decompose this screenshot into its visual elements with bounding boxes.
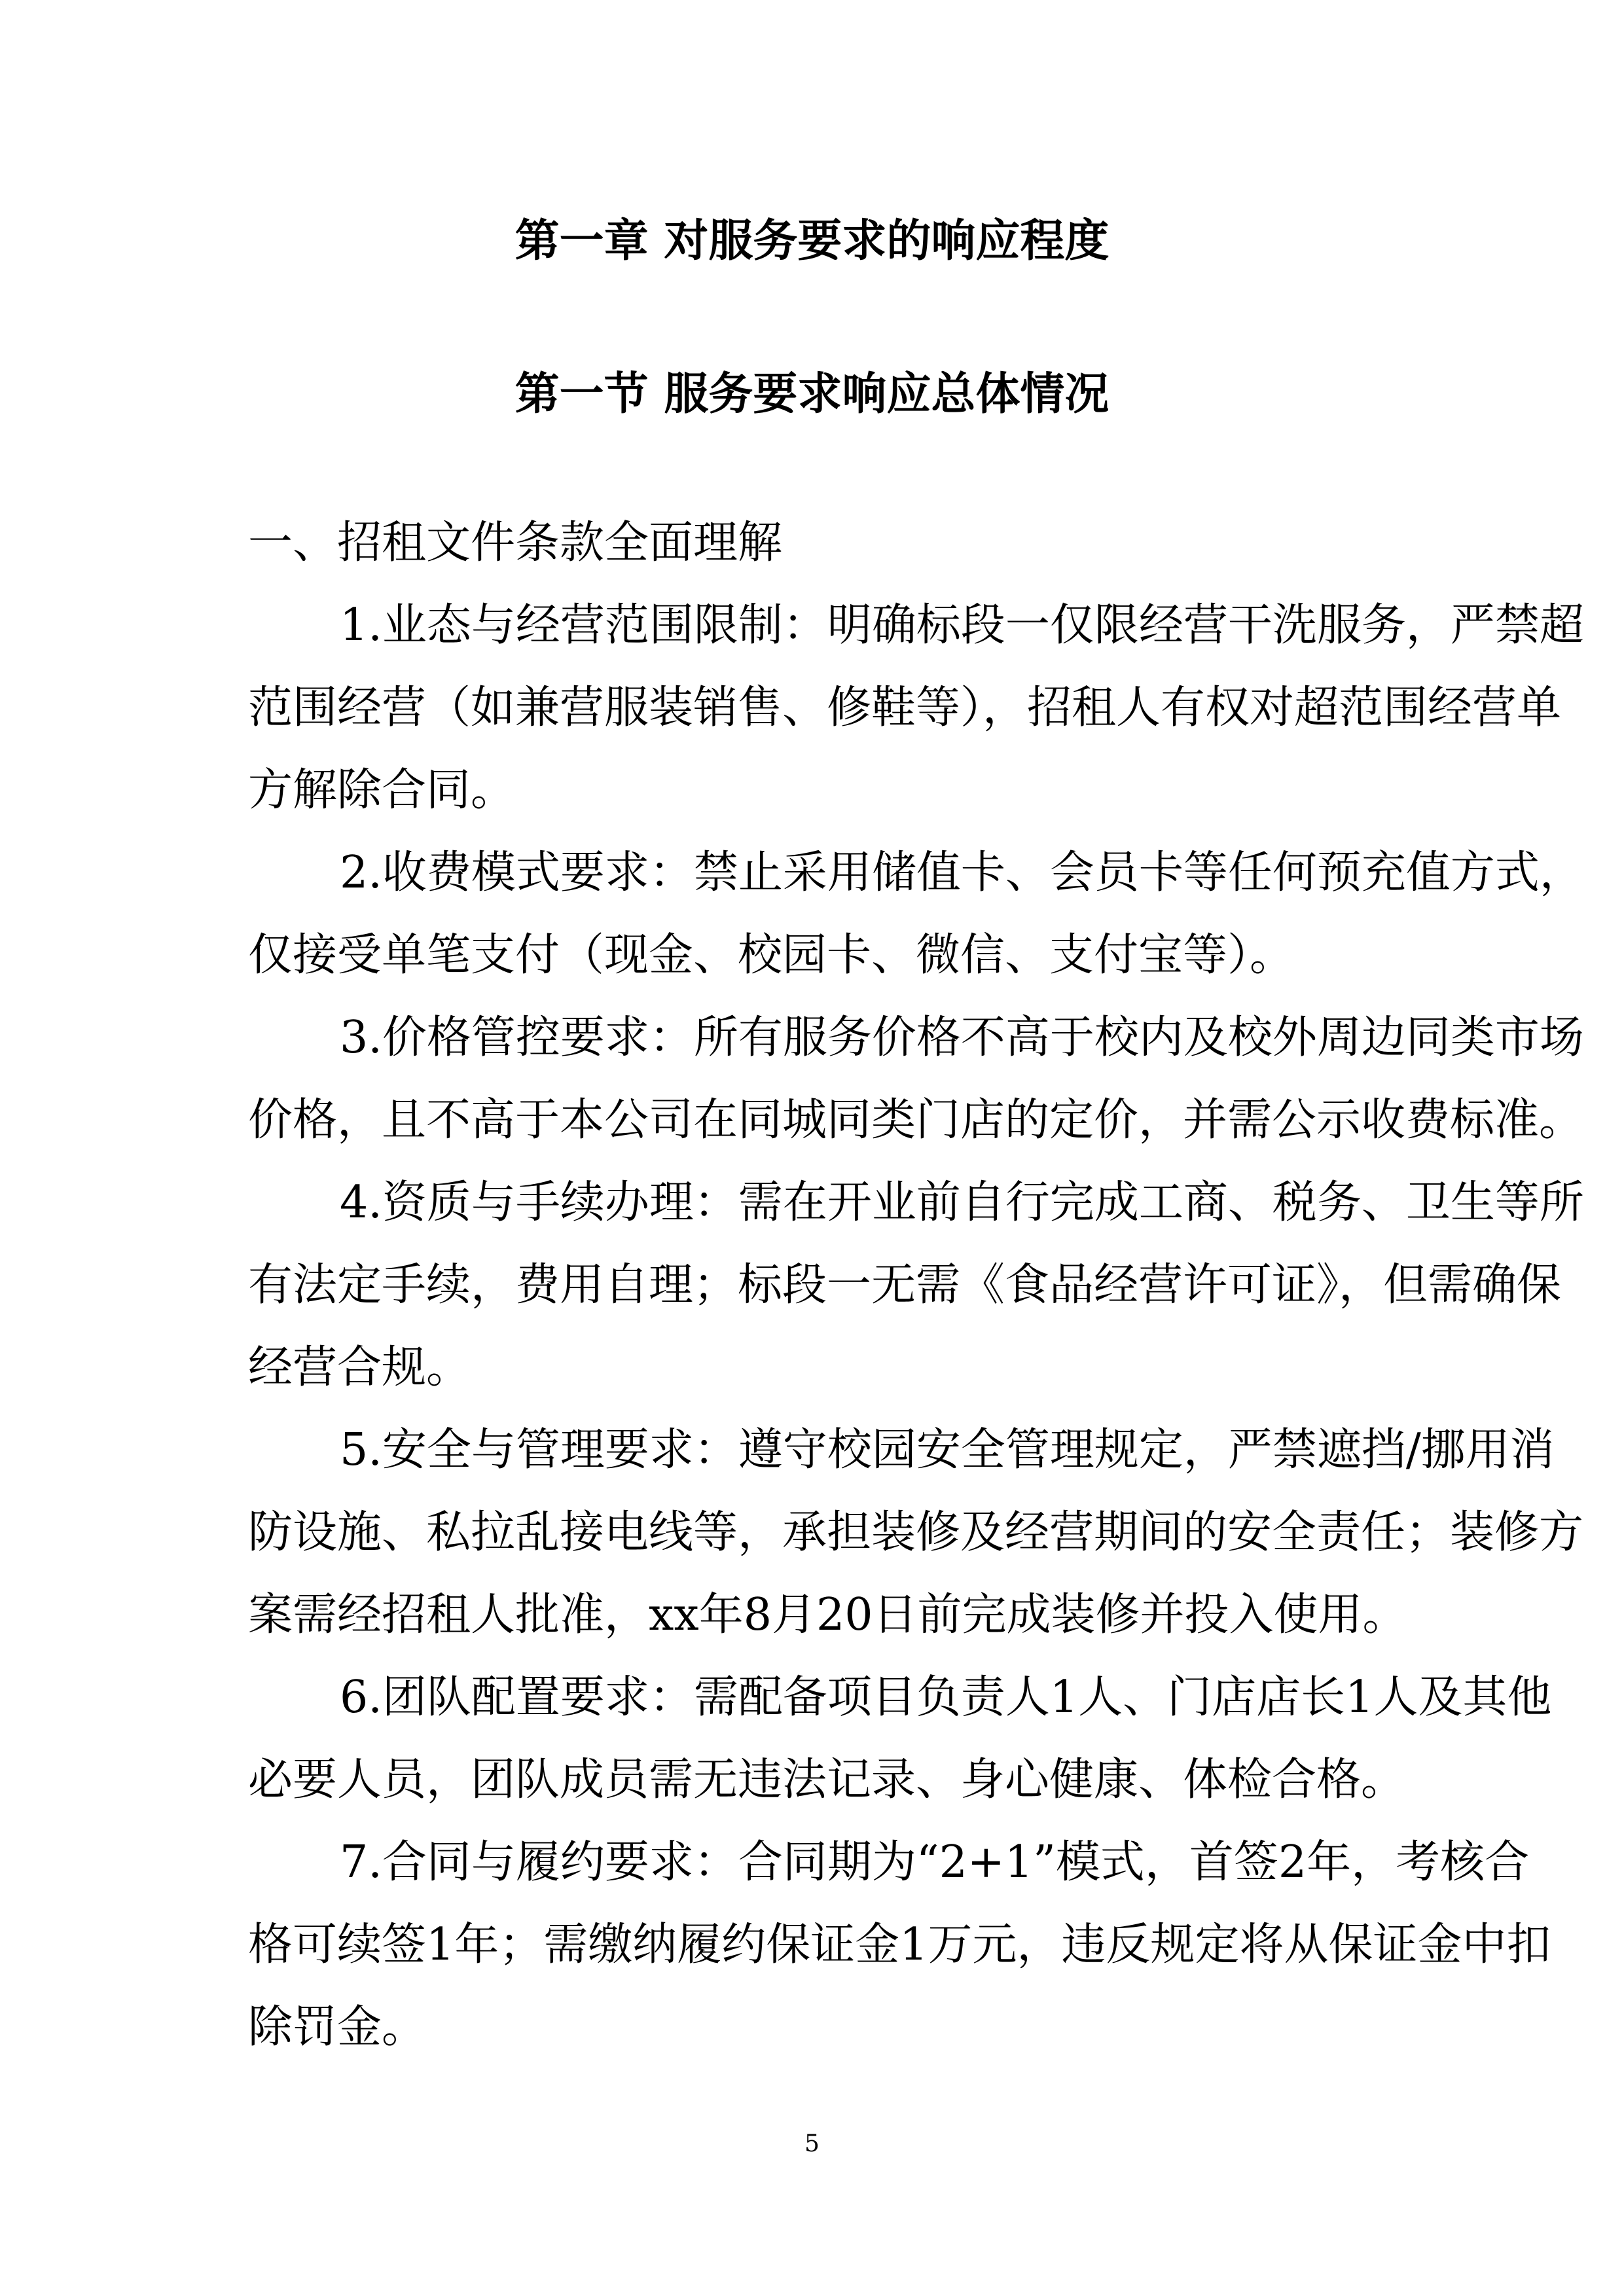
paragraph: [248, 593, 1584, 840]
paragraph-line: 3.价格管控要求：所有服务价格不高于校内及校外周边同类市场: [340, 1012, 1584, 1064]
paragraph-line: 4.资质与手续办理：需在开业前自行完成工商、税务、卫生等所: [340, 1177, 1584, 1229]
paragraph-line: 格可续签1年；需缴纳履约保证金1万元，违反规定将从保证金中扣: [248, 1919, 1551, 1971]
section-title: 第一节 服务要求响应总体情况: [514, 368, 1110, 420]
paragraph-line: 方解除合同。: [248, 764, 516, 816]
paragraph-line: 必要人员，团队成员需无违法记录、身心健康、体检合格。: [248, 1754, 1406, 1806]
paragraph: [248, 1170, 1584, 1418]
page-number: 5: [804, 2130, 820, 2157]
paragraph: [248, 1005, 1584, 1170]
chapter-title: 第一章 对服务要求的响应程度: [514, 215, 1110, 267]
subheading: 一、招租文件条款全面理解: [248, 517, 783, 569]
paragraph: [248, 840, 1584, 1005]
paragraph-line: 2.收费模式要求：禁止采用储值卡、会员卡等任何预充值方式，: [340, 847, 1584, 899]
paragraph-line: 7.合同与履约要求：合同期为“2+1”模式，首签2年，考核合: [340, 1837, 1530, 1888]
paragraph-line: 仅接受单笔支付（现金、校园卡、微信、支付宝等）。: [248, 929, 1295, 981]
paragraph-line: 除罚金。: [248, 2001, 427, 2053]
paragraph: [248, 1830, 1551, 2077]
document-body: [248, 511, 1584, 2077]
paragraph-list: [248, 593, 1584, 2077]
paragraph-line: 有法定手续，费用自理；标段一无需《食品经营许可证》，但需确保: [248, 1259, 1562, 1311]
paragraph-line: 范围经营（如兼营服装销售、修鞋等），招租人有权对超范围经营单: [248, 682, 1562, 734]
paragraph-line: 6.团队配置要求：需配备项目负责人1人、门店店长1人及其他: [340, 1672, 1552, 1723]
paragraph: [248, 1418, 1584, 1665]
paragraph-line: 经营合规。: [248, 1342, 471, 1393]
paragraph-line: 价格，且不高于本公司在同城同类门店的定价，并需公示收费标准。: [248, 1094, 1584, 1146]
paragraph: [248, 1665, 1552, 1830]
paragraph-line: 防设施、私拉乱接电线等，承担装修及经营期间的安全责任；装修方: [248, 1507, 1584, 1558]
paragraph-line: 1.业态与经营范围限制：明确标段一仅限经营干洗服务，严禁超: [340, 600, 1584, 651]
paragraph-line: 5.安全与管理要求：遵守校园安全管理规定，严禁遮挡/挪用消: [340, 1424, 1555, 1476]
paragraph-line: 案需经招租人批准，xx年8月20日前完成装修并投入使用。: [248, 1589, 1407, 1641]
